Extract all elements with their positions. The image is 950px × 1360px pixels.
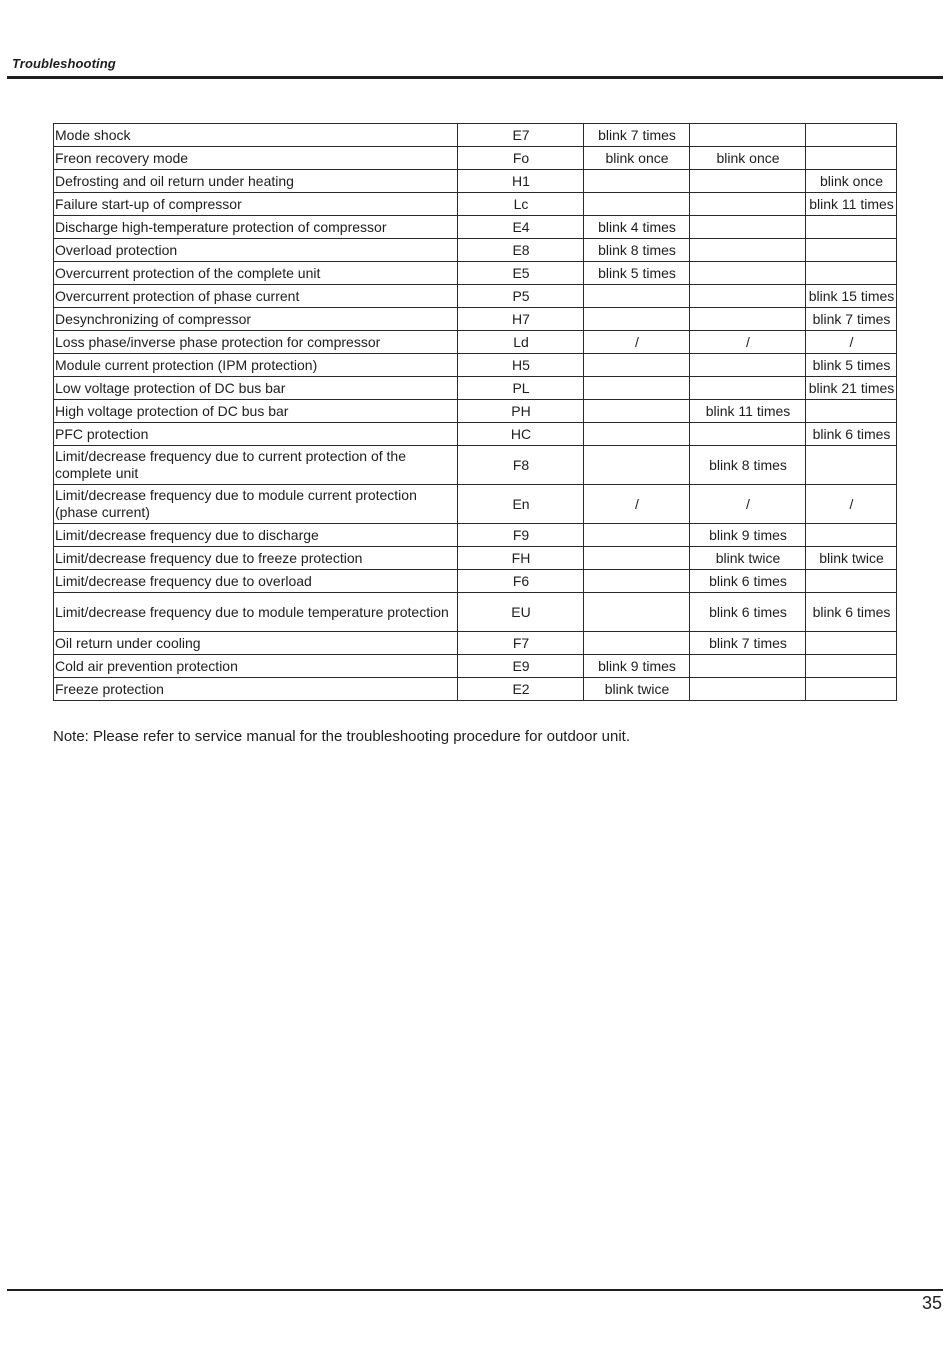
table-row [54, 239, 897, 262]
indicator-cell [690, 423, 806, 446]
indicator-cell: blink 4 times [584, 216, 690, 239]
indicator-cell [690, 354, 806, 377]
indicator-cell: blink 11 times [690, 400, 806, 423]
table-row [54, 678, 897, 701]
indicator-cell: blink twice [806, 547, 897, 570]
indicator-cell [690, 193, 806, 216]
malfunction-name-cell: Limit/decrease frequency due to discharge [54, 524, 458, 547]
indicator-cell [690, 285, 806, 308]
indicator-cell [806, 262, 897, 285]
malfunction-name-cell: Defrosting and oil return under heating [54, 170, 458, 193]
header-divider [7, 76, 943, 79]
indicator-cell: / [690, 331, 806, 354]
table-row [54, 570, 897, 593]
error-code-cell: E9 [458, 655, 584, 678]
error-code-cell: E5 [458, 262, 584, 285]
malfunction-name-cell: Limit/decrease frequency due to freeze protection [54, 547, 458, 570]
malfunction-name-cell: High voltage protection of DC bus bar [54, 400, 458, 423]
table-row [54, 632, 897, 655]
table-row [54, 193, 897, 216]
table-row [54, 400, 897, 423]
indicator-cell: blink 9 times [690, 524, 806, 547]
indicator-cell: blink 5 times [806, 354, 897, 377]
indicator-cell [806, 524, 897, 547]
malfunction-name-cell: Limit/decrease frequency due to current protection of the complete unit [54, 446, 458, 485]
indicator-cell: blink 6 times [806, 593, 897, 632]
malfunction-name-cell: Limit/decrease frequency due to overload [54, 570, 458, 593]
malfunction-name-cell: Oil return under cooling [54, 632, 458, 655]
indicator-cell: blink once [690, 147, 806, 170]
table-row [54, 377, 897, 400]
indicator-cell [584, 632, 690, 655]
table-row [54, 547, 897, 570]
indicator-cell [806, 678, 897, 701]
indicator-cell [806, 446, 897, 485]
indicator-cell [690, 377, 806, 400]
error-code-table [53, 123, 897, 701]
table-row [54, 524, 897, 547]
indicator-cell: / [584, 331, 690, 354]
indicator-cell [584, 400, 690, 423]
error-code-cell: H5 [458, 354, 584, 377]
error-code-cell: Fo [458, 147, 584, 170]
error-code-cell: FH [458, 547, 584, 570]
indicator-cell [806, 124, 897, 147]
error-code-cell: H1 [458, 170, 584, 193]
error-code-cell: EU [458, 593, 584, 632]
error-code-cell: En [458, 485, 584, 524]
indicator-cell [806, 400, 897, 423]
error-code-cell: H7 [458, 308, 584, 331]
indicator-cell [584, 354, 690, 377]
indicator-cell: blink 9 times [584, 655, 690, 678]
malfunction-name-cell: Limit/decrease frequency due to module temperature protection [54, 593, 458, 632]
error-code-cell: Ld [458, 331, 584, 354]
indicator-cell [690, 308, 806, 331]
error-code-cell: E4 [458, 216, 584, 239]
malfunction-name-cell: Overcurrent protection of phase current [54, 285, 458, 308]
malfunction-name-cell: Limit/decrease frequency due to module current protection (phase current) [54, 485, 458, 524]
table-row [54, 354, 897, 377]
indicator-cell: blink once [806, 170, 897, 193]
indicator-cell: blink 8 times [690, 446, 806, 485]
malfunction-name-cell: Freon recovery mode [54, 147, 458, 170]
malfunction-name-cell: Freeze protection [54, 678, 458, 701]
indicator-cell [584, 570, 690, 593]
indicator-cell [584, 423, 690, 446]
malfunction-name-cell: Overcurrent protection of the complete unit [54, 262, 458, 285]
indicator-cell: blink twice [690, 547, 806, 570]
indicator-cell: blink 5 times [584, 262, 690, 285]
indicator-cell [584, 547, 690, 570]
error-code-cell: F7 [458, 632, 584, 655]
indicator-cell: blink 11 times [806, 193, 897, 216]
indicator-cell [690, 678, 806, 701]
error-code-cell: E8 [458, 239, 584, 262]
error-code-cell: F9 [458, 524, 584, 547]
indicator-cell [584, 524, 690, 547]
table-row [54, 285, 897, 308]
indicator-cell: blink 8 times [584, 239, 690, 262]
malfunction-name-cell: Failure start-up of compressor [54, 193, 458, 216]
table-row [54, 423, 897, 446]
error-code-cell: PL [458, 377, 584, 400]
error-code-cell: F8 [458, 446, 584, 485]
malfunction-name-cell: Module current protection (IPM protection) [54, 354, 458, 377]
footnote: Note: Please refer to service manual for the troubleshooting procedure for outdoor unit. [53, 728, 630, 745]
indicator-cell: blink 7 times [584, 124, 690, 147]
indicator-cell [806, 632, 897, 655]
indicator-cell [690, 170, 806, 193]
table-row [54, 124, 897, 147]
indicator-cell: blink 15 times [806, 285, 897, 308]
indicator-cell: blink 6 times [806, 423, 897, 446]
section-title: Troubleshooting [12, 56, 116, 71]
indicator-cell [690, 655, 806, 678]
table-row [54, 485, 897, 524]
indicator-cell [806, 147, 897, 170]
indicator-cell: / [584, 485, 690, 524]
indicator-cell: / [690, 485, 806, 524]
indicator-cell [690, 262, 806, 285]
table-row [54, 593, 897, 632]
error-code-cell: PH [458, 400, 584, 423]
footer-divider [7, 1289, 943, 1291]
indicator-cell [690, 239, 806, 262]
indicator-cell: blink once [584, 147, 690, 170]
error-code-cell: Lc [458, 193, 584, 216]
indicator-cell [584, 446, 690, 485]
table-row [54, 655, 897, 678]
error-code-cell: E7 [458, 124, 584, 147]
malfunction-name-cell: Desynchronizing of compressor [54, 308, 458, 331]
indicator-cell: blink 21 times [806, 377, 897, 400]
indicator-cell [806, 570, 897, 593]
table-row [54, 147, 897, 170]
indicator-cell [806, 239, 897, 262]
table-row [54, 446, 897, 485]
indicator-cell [806, 655, 897, 678]
error-code-cell: F6 [458, 570, 584, 593]
malfunction-name-cell: Cold air prevention protection [54, 655, 458, 678]
indicator-cell: blink 7 times [690, 632, 806, 655]
table-row [54, 170, 897, 193]
table-row [54, 308, 897, 331]
malfunction-name-cell: Low voltage protection of DC bus bar [54, 377, 458, 400]
indicator-cell [584, 193, 690, 216]
indicator-cell [690, 216, 806, 239]
indicator-cell: blink 6 times [690, 570, 806, 593]
indicator-cell: blink 7 times [806, 308, 897, 331]
indicator-cell [584, 377, 690, 400]
indicator-cell [584, 593, 690, 632]
page-number: 35 [921, 1293, 942, 1313]
malfunction-name-cell: Discharge high-temperature protection of compressor [54, 216, 458, 239]
indicator-cell: / [806, 331, 897, 354]
error-code-cell: E2 [458, 678, 584, 701]
indicator-cell: blink twice [584, 678, 690, 701]
indicator-cell [584, 170, 690, 193]
malfunction-name-cell: PFC protection [54, 423, 458, 446]
indicator-cell [584, 308, 690, 331]
malfunction-name-cell: Mode shock [54, 124, 458, 147]
error-code-cell: P5 [458, 285, 584, 308]
error-code-cell: HC [458, 423, 584, 446]
indicator-cell [690, 124, 806, 147]
indicator-cell [806, 216, 897, 239]
indicator-cell [584, 285, 690, 308]
malfunction-name-cell: Overload protection [54, 239, 458, 262]
table-row [54, 216, 897, 239]
malfunction-name-cell: Loss phase/inverse phase protection for compressor [54, 331, 458, 354]
indicator-cell: / [806, 485, 897, 524]
table-row [54, 331, 897, 354]
indicator-cell: blink 6 times [690, 593, 806, 632]
table-row [54, 262, 897, 285]
